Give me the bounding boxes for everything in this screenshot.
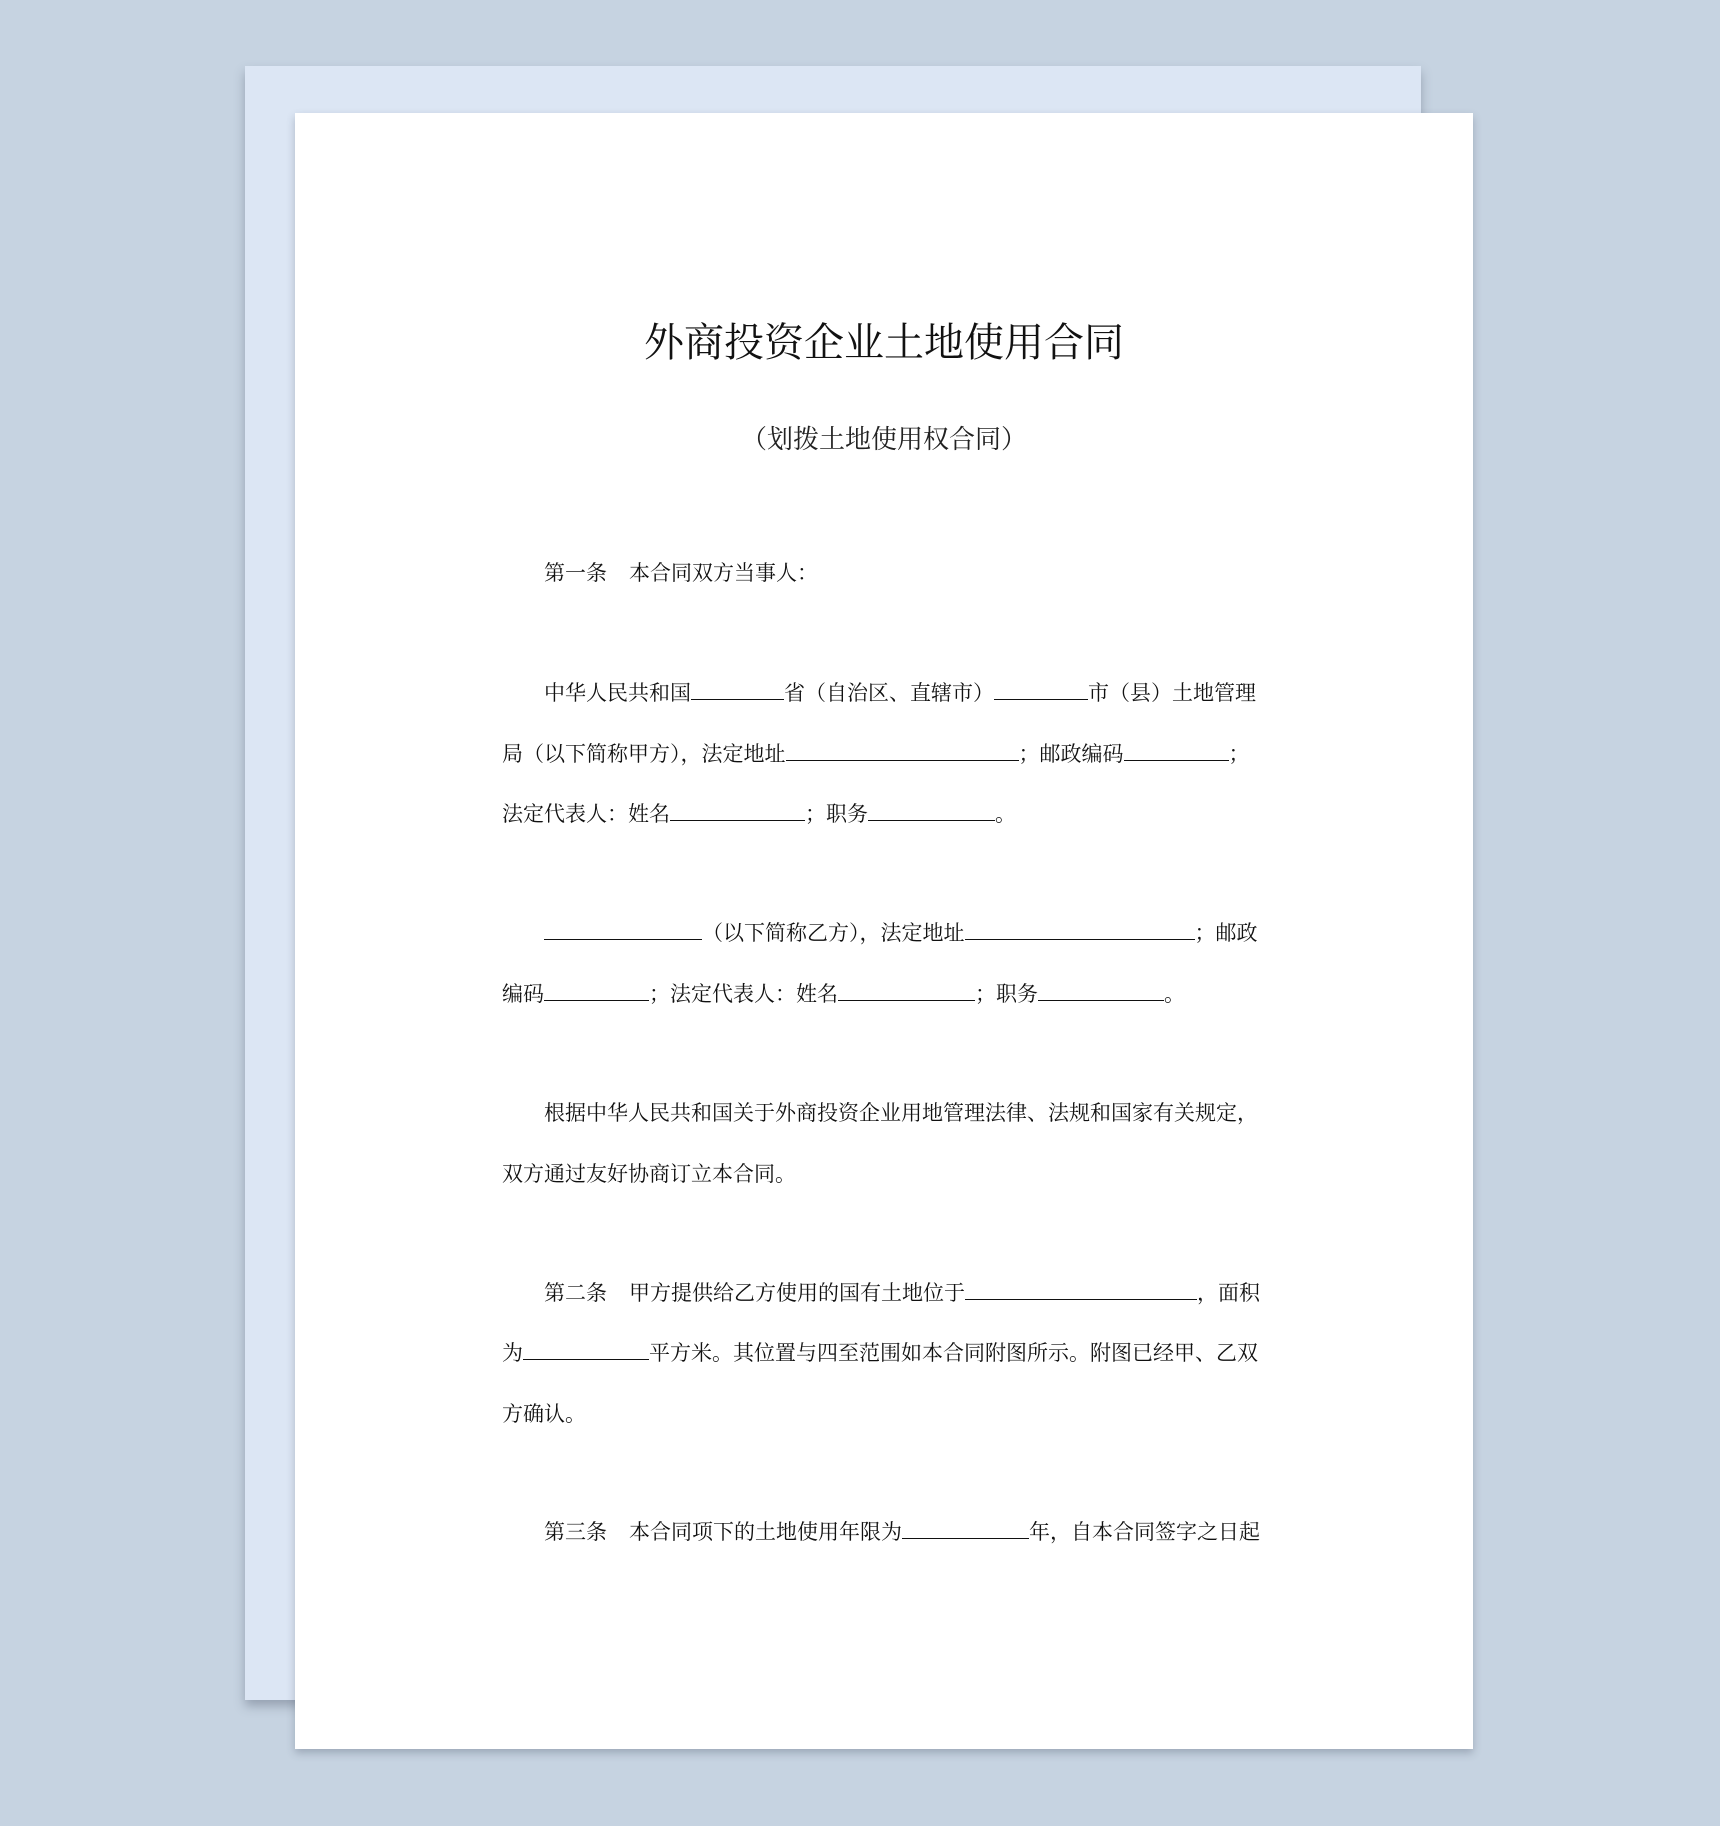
party-a-line-3 [502, 800, 1016, 828]
party-a-postcode-blank[interactable] [1124, 740, 1229, 761]
party-a-position-blank[interactable] [868, 800, 995, 821]
article-2-line-2 [502, 1339, 1258, 1367]
text: 甲方提供给乙方使用的国有土地位于 [629, 1281, 965, 1305]
land-area-blank[interactable] [523, 1339, 649, 1360]
document-page [295, 113, 1473, 1749]
text: 省（自治区、直辖市） [784, 681, 994, 705]
document-subtitle: （划拨土地使用权合同） [740, 425, 1027, 455]
text: 编码 [502, 982, 544, 1006]
text: （以下简称乙方），法定地址 [702, 921, 965, 945]
text: 市（县）土地管理 [1088, 681, 1256, 705]
article-1-text: 本合同双方当事人： [629, 561, 818, 585]
text: ；职务 [975, 982, 1038, 1006]
party-b-line-2 [502, 980, 1185, 1008]
text: 局（以下简称甲方），法定地址 [502, 742, 786, 766]
party-b-line-1 [544, 919, 1258, 947]
party-a-line-1 [544, 679, 1256, 707]
text: 。 [995, 802, 1016, 826]
city-blank[interactable] [994, 679, 1088, 700]
text: 法定代表人：姓名 [502, 802, 670, 826]
article-3-heading: 第三条 [544, 1520, 607, 1544]
text: ；邮政编码 [1018, 742, 1124, 766]
party-b-postcode-blank[interactable] [544, 980, 649, 1001]
text: 。 [1164, 982, 1185, 1006]
text: 中华人民共和国 [544, 681, 691, 705]
text: 本合同项下的土地使用年限为 [629, 1520, 902, 1544]
land-location-blank[interactable] [965, 1279, 1197, 1300]
party-b-rep-name-blank[interactable] [838, 980, 975, 1001]
document-title: 外商投资企业土地使用合同 [644, 320, 1124, 366]
text: 年，自本合同签字之日起 [1029, 1520, 1260, 1544]
party-b-position-blank[interactable] [1038, 980, 1164, 1001]
party-b-address-blank[interactable] [965, 919, 1195, 940]
article-1-line [544, 559, 818, 587]
text: ； [1228, 742, 1250, 766]
article-1-heading: 第一条 [544, 561, 607, 585]
party-a-line-2 [502, 740, 1250, 768]
province-blank[interactable] [691, 679, 784, 700]
text: ，面积 [1197, 1281, 1260, 1305]
text: 为 [502, 1341, 523, 1365]
text: ；邮政 [1194, 921, 1258, 945]
term-years-blank[interactable] [902, 1518, 1029, 1539]
article-2-heading: 第二条 [544, 1281, 607, 1305]
party-a-address-blank[interactable] [786, 740, 1019, 761]
text: 平方米。其位置与四至范围如本合同附图所示。附图已经甲、乙双 [649, 1341, 1258, 1365]
text: ；法定代表人：姓名 [649, 982, 838, 1006]
article-2-line-3: 方确认。 [502, 1402, 586, 1426]
party-b-name-blank[interactable] [544, 919, 702, 940]
text: ；职务 [805, 802, 868, 826]
preamble-line-1: 根据中华人民共和国关于外商投资企业用地管理法律、法规和国家有关规定， [544, 1101, 1258, 1125]
preamble-line-2: 双方通过友好协商订立本合同。 [502, 1162, 796, 1186]
article-3-line-1 [544, 1518, 1260, 1546]
party-a-name-blank[interactable] [670, 800, 805, 821]
article-2-line-1 [544, 1279, 1260, 1307]
